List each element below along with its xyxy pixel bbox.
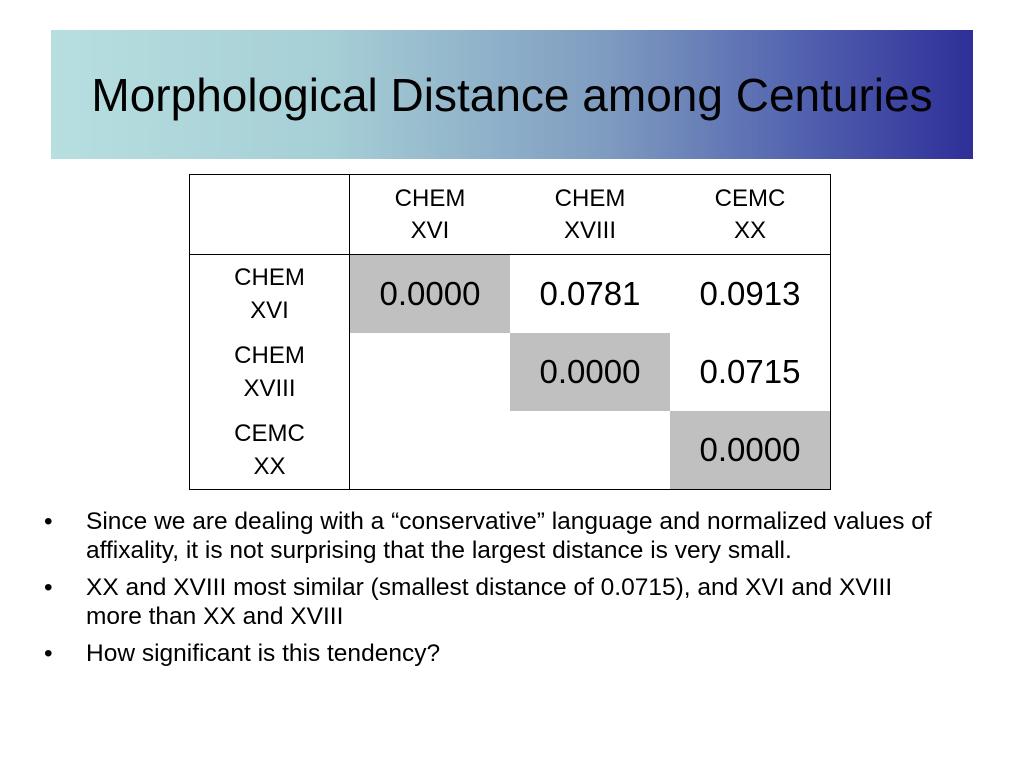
row-header-line1: CHEM: [234, 342, 305, 369]
table-cell: 0.0913: [699, 275, 801, 312]
column-header-line2: XX: [733, 217, 766, 244]
table-cell-diagonal: 0.0000: [350, 255, 510, 333]
bullet-marker: •: [44, 508, 53, 535]
bullet-text: Since we are dealing with a “conservative” language and normalized values of affixality, it is not surprising that the largest distance is very small.: [86, 508, 932, 564]
table-cell-empty: [350, 411, 510, 489]
table-cell: 0.0781: [539, 275, 641, 312]
table-cell-diagonal: 0.0000: [510, 333, 670, 411]
column-header-line2: XVIII: [563, 217, 617, 244]
table-header-row: [190, 175, 830, 255]
bullet-text: XX and XVIII most similar (smallest distance of 0.0715), and XVI and XVIII more than XX and XVIII: [86, 574, 893, 630]
bullet-item: [44, 639, 944, 668]
row-header-cemc-xx: [190, 417, 349, 483]
row-header-chem-xviii: [190, 339, 349, 405]
row-header-line1: CHEM: [234, 264, 305, 291]
row-header-chem-xvi: [190, 261, 349, 327]
column-header-line1: CHEM: [394, 185, 466, 212]
table-cell-empty: [510, 411, 670, 489]
table-cell-diagonal: 0.0000: [670, 411, 830, 489]
row-header-line2: XVI: [250, 297, 289, 324]
bullet-item: [44, 573, 944, 631]
distance-table: [189, 174, 831, 490]
bullet-marker: •: [44, 640, 53, 667]
column-header-line1: CHEM: [554, 185, 626, 212]
bullet-item: [44, 507, 944, 565]
row-header-line1: CEMC: [234, 420, 305, 447]
table-cell: 0.0715: [699, 353, 801, 390]
column-header-chem-xviii: [510, 183, 670, 247]
bullet-marker: •: [44, 574, 53, 601]
bullet-list: [44, 507, 944, 676]
table-cell-empty: [350, 333, 510, 411]
slide-title: Morphological Distance among Centuries: [91, 68, 933, 121]
title-bar: [51, 30, 973, 159]
bullet-text: How significant is this tendency?: [86, 640, 441, 667]
column-header-line2: XVI: [410, 217, 450, 244]
column-header-chem-xvi: [350, 183, 510, 247]
row-header-line2: XVIII: [243, 375, 296, 402]
row-header-line2: XX: [253, 453, 286, 480]
column-header-line1: CEMC: [714, 185, 786, 212]
column-header-cemc-xx: [670, 183, 830, 247]
